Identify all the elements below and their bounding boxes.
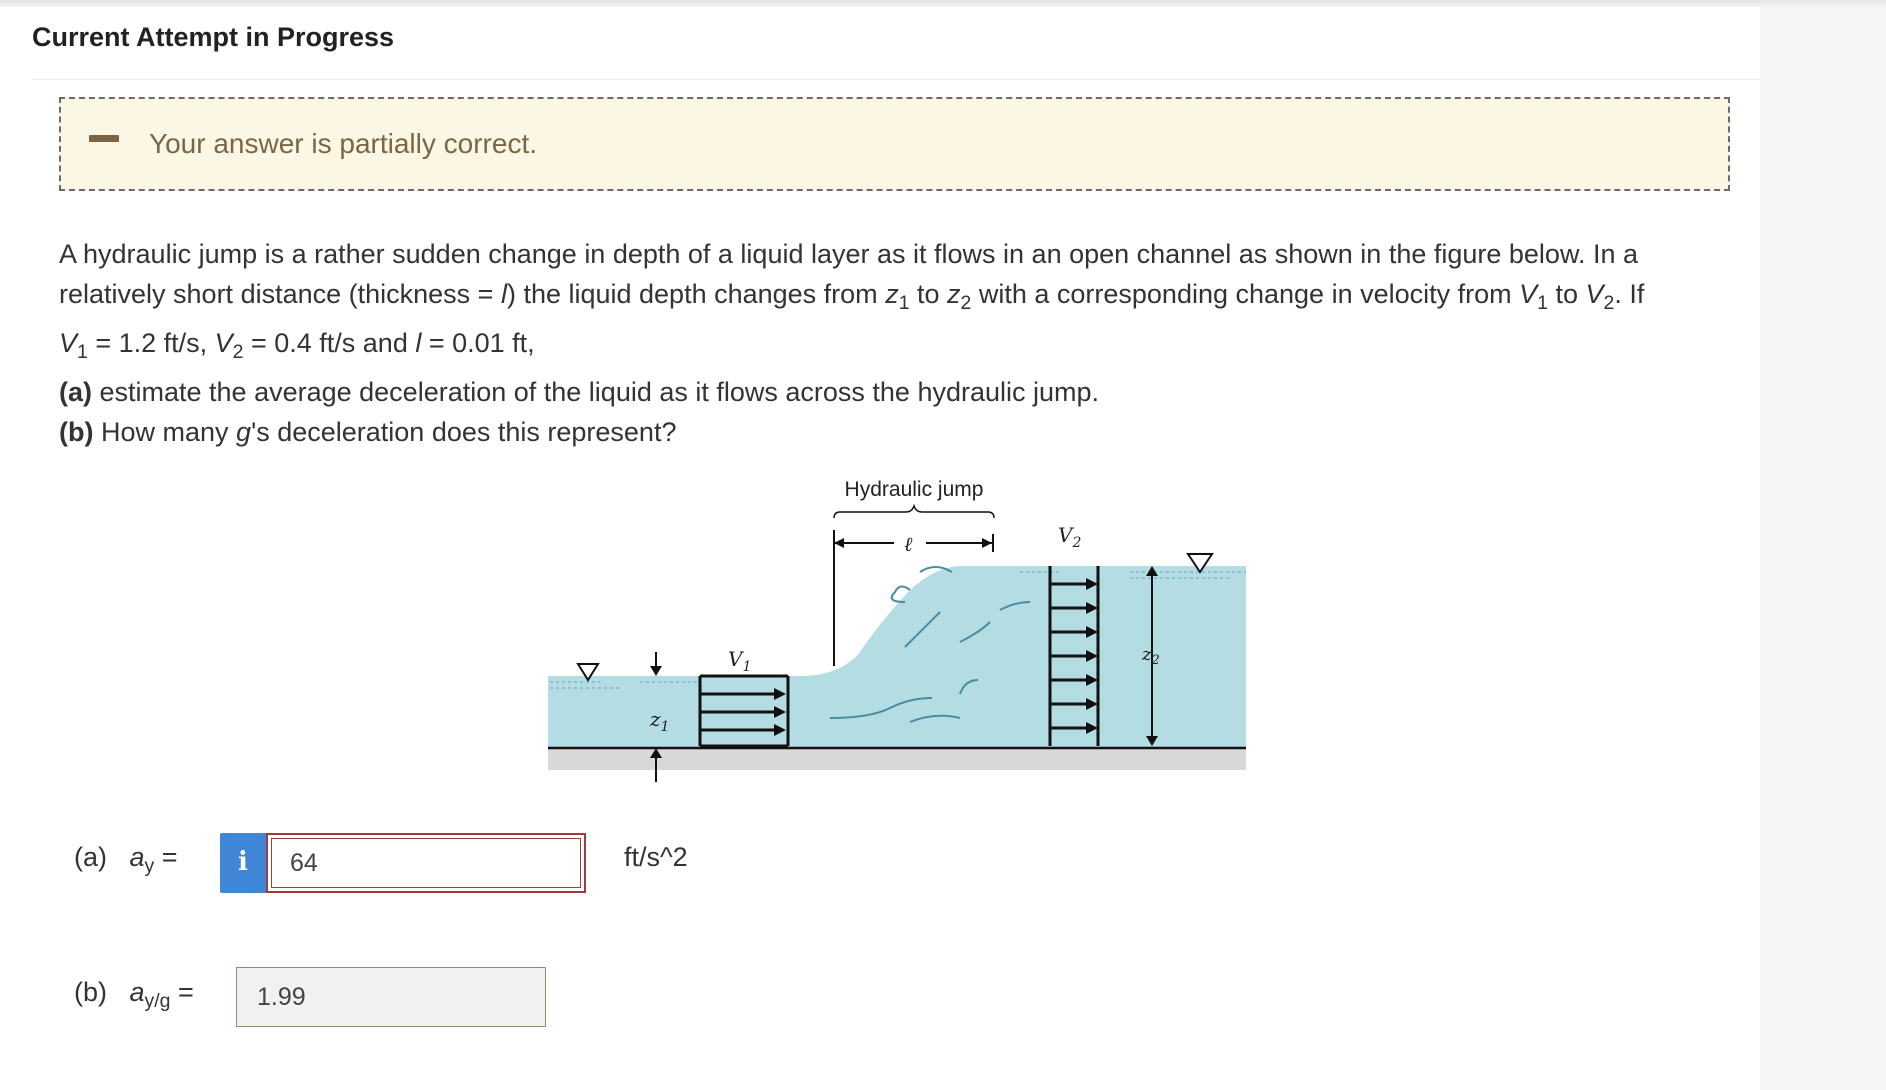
question-text: [59, 234, 1749, 452]
answer-a-unit: ft/s^2: [624, 842, 688, 872]
figure-title: Hydraulic jump: [844, 478, 984, 501]
answer-b-input[interactable]: 1.99: [236, 967, 546, 1027]
hydraulic-jump-figure: [540, 462, 1260, 792]
answer-a-label: (a) $a_y$ =: [74, 842, 178, 877]
z1-label: $z_1$: [650, 707, 670, 735]
top-shadow-bar: [0, 0, 1886, 7]
l-label: ℓ: [904, 532, 913, 556]
answer-a-value[interactable]: 64: [271, 838, 581, 888]
question-part-a: (a) estimate the average deceleration of the liquid as it flows across the hydraulic jump.: [59, 376, 1100, 407]
title-divider: [32, 79, 1760, 80]
page-title: Current Attempt in Progress: [32, 22, 395, 52]
partial-dash-icon: [89, 135, 119, 142]
feedback-banner: [59, 97, 1730, 191]
question-line-3: $V_1 = 1.2$ ft/s, $V_2 = 0.4$ ft/s and l = 0.01 ft,: [59, 327, 535, 363]
z2-label: $z_2$: [1142, 644, 1160, 668]
question-line-1: A hydraulic jump is a rather sudden change in depth of a liquid layer as it flows in an open channel as shown in the figure below. In a: [59, 239, 1638, 269]
answer-a-input[interactable]: [266, 833, 586, 893]
answer-b-label: (b) $a_{y/g}$ =: [74, 977, 194, 1012]
v1-label: $V_1$: [728, 647, 752, 675]
feedback-message: Your answer is partially correct.: [149, 128, 538, 159]
question-line-2: relatively short distance (thickness = l) the liquid depth changes from $z_1$ to $z_2$ with a corresponding change in velocity from $V_1$ to $V_2$. If: [59, 279, 1645, 314]
question-part-b: (b) How many g's deceleration does this represent?: [59, 416, 677, 447]
v2-label: $V_2$: [1058, 523, 1082, 551]
right-gutter: [1760, 7, 1886, 1090]
info-icon[interactable]: i: [220, 833, 266, 893]
